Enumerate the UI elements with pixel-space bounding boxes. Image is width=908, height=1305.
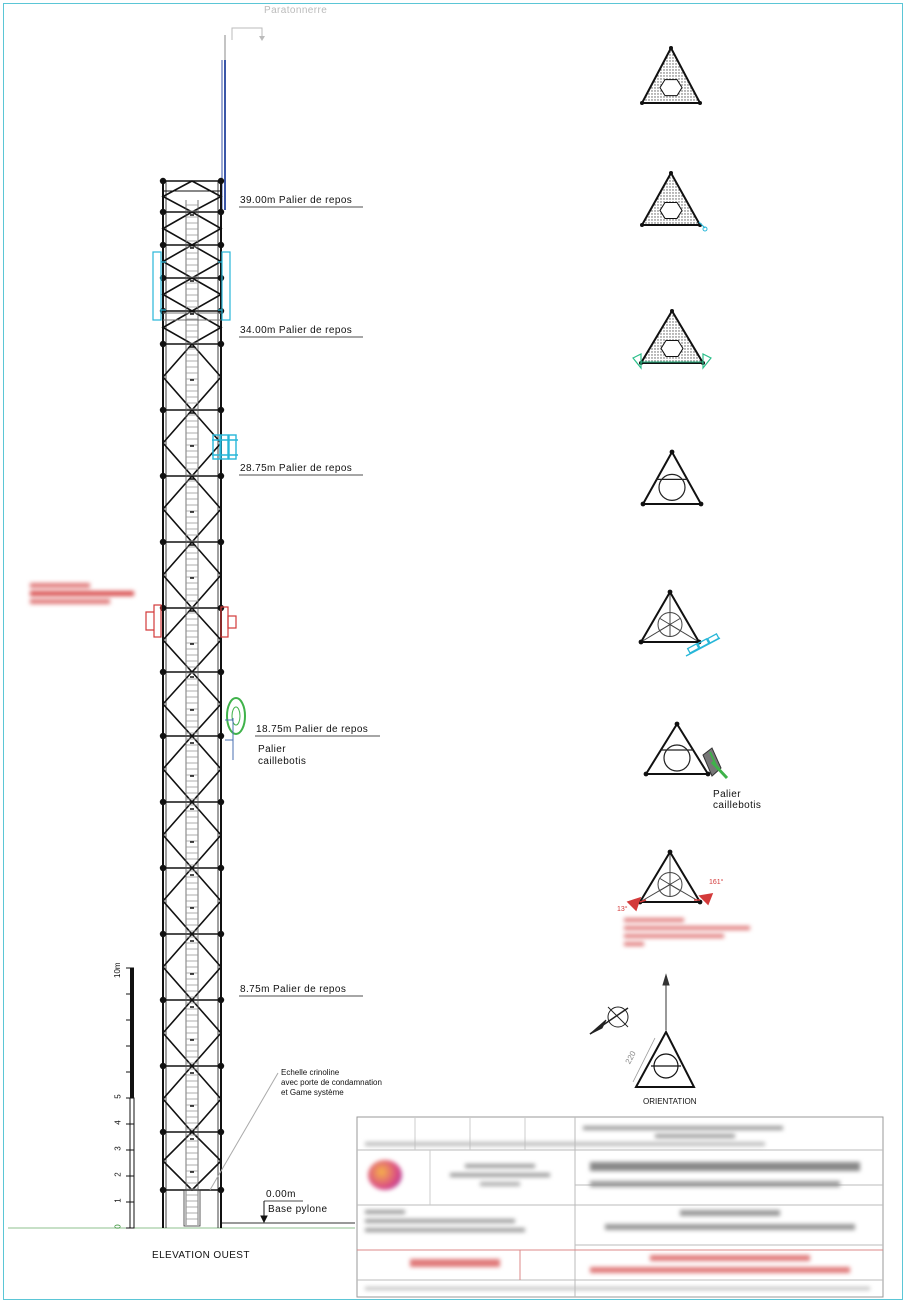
- section-plans: [628, 46, 727, 910]
- orientation-plan: [636, 1032, 694, 1087]
- base-label: Base pylone: [268, 1204, 328, 1215]
- redacted-company: [440, 1162, 560, 1198]
- scale-top-label: 10m: [113, 962, 122, 978]
- level-label-8m: 8.75m Palier de repos: [240, 984, 347, 995]
- plan-antenna-cyan: [639, 590, 720, 656]
- lightning-rod-label: Paratonnerre: [264, 5, 328, 16]
- scale-tick-label: 0: [113, 1224, 123, 1229]
- redacted-site-info: [365, 1210, 570, 1246]
- orientation-dimension: 220: [623, 1049, 638, 1066]
- grating-label-line2: caillebotis: [258, 756, 307, 767]
- level-label-39m: 39.00m Palier de repos: [240, 195, 353, 206]
- grating-plan-label-line1: Palier: [713, 789, 741, 800]
- scale-tick-label: 1: [113, 1198, 123, 1203]
- level-label-18m: 18.75m Palier de repos: [256, 724, 369, 735]
- grating-label-line1: Palier: [258, 744, 286, 755]
- grating-plan-label-line2: caillebotis: [713, 800, 762, 811]
- redacted-site-name: [600, 1210, 860, 1242]
- redacted-footer: [365, 1284, 875, 1294]
- ladder: [184, 200, 200, 1226]
- redacted-logo: [368, 1160, 408, 1198]
- plan-34m: [640, 171, 707, 231]
- level-label-0m: 0.00m: [266, 1189, 296, 1200]
- redacted-red-label-elevation: [30, 583, 138, 609]
- compass-rose: [590, 1007, 628, 1034]
- scale-tick-label: 2: [113, 1172, 123, 1177]
- panel-antenna-group-mid: [212, 435, 238, 459]
- plan-grating: [644, 722, 727, 778]
- level-label-28m: 28.75m Palier de repos: [240, 463, 353, 474]
- plan-18m-upper: [641, 450, 704, 507]
- orientation-title: ORIENTATION: [643, 1097, 697, 1106]
- redacted-red-label-plan: [624, 918, 754, 958]
- north-arrow: [663, 975, 669, 1030]
- redacted-red-project: [380, 1255, 860, 1277]
- scale-tick-label: 3: [113, 1146, 123, 1151]
- lattice-tower: [161, 179, 223, 1228]
- plan-39m: [640, 46, 702, 105]
- plan-red-antennas: [628, 850, 712, 910]
- scale-bar: [126, 968, 134, 1228]
- level-label-34m: 34.00m Palier de repos: [240, 325, 353, 336]
- ladder-note-line1: Echelle crinoline: [281, 1068, 340, 1077]
- ladder-note-line2: avec porte de condamnation: [281, 1078, 382, 1087]
- ladder-note-line3: et Game système: [281, 1088, 344, 1097]
- scale-tick-label: 4: [113, 1120, 123, 1125]
- scale-tick-label: 5: [113, 1094, 123, 1099]
- redacted-project-title: [590, 1160, 875, 1202]
- dish-antenna: [227, 698, 245, 734]
- plan-28m: [633, 309, 711, 368]
- azimuth-right: 161°: [709, 879, 724, 886]
- azimuth-left: 13°: [617, 906, 628, 913]
- lightning-rod: [222, 28, 265, 210]
- redacted-titleblock-header: [365, 1124, 877, 1146]
- elevation-title: ELEVATION OUEST: [152, 1250, 250, 1261]
